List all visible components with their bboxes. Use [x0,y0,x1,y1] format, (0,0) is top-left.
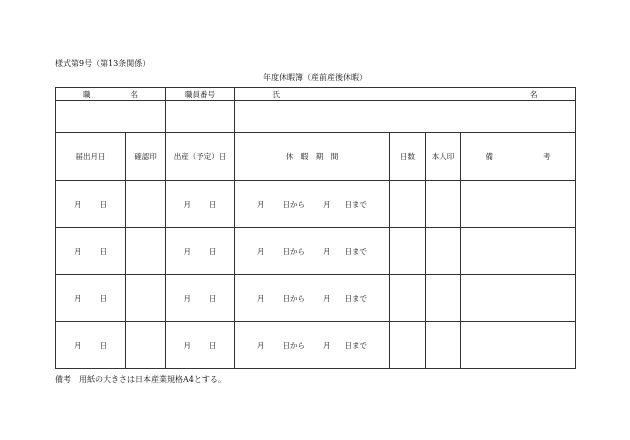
name-field[interactable] [235,101,576,133]
notification-date-cell[interactable]: 月 日 [56,275,126,322]
days-cell[interactable] [390,181,426,228]
notification-date-header: 届出月日 [56,133,126,181]
column-header-row [56,133,576,181]
days-cell[interactable] [390,228,426,275]
personal-seal-cell[interactable] [426,275,461,322]
notification-date-cell[interactable]: 月 日 [56,322,126,369]
confirm-seal-header: 確認印 [126,133,166,181]
birth-date-cell[interactable]: 月 日 [166,228,235,275]
position-header: 職 名 [56,88,166,101]
confirm-seal-cell[interactable] [126,181,166,228]
leave-period-cell[interactable]: 月 日から 月 日まで [235,181,390,228]
footer-note: 備考 用紙の大きさは日本産業規格A4とする。 [55,375,226,384]
birth-date-cell[interactable]: 月 日 [166,181,235,228]
days-cell[interactable] [390,275,426,322]
table-row [56,322,576,369]
birth-date-header: 出産（予定）日 [166,133,235,181]
employee-number-field[interactable] [166,101,235,133]
leave-period-cell[interactable]: 月 日から 月 日まで [235,322,390,369]
table-row [56,275,576,322]
name-header: 氏 名 [235,88,576,101]
birth-date-cell[interactable]: 月 日 [166,275,235,322]
leave-period-header: 休 暇 期 間 [235,133,390,181]
leave-ledger-table [55,87,576,369]
remarks-header: 備 考 [461,133,576,181]
confirm-seal-cell[interactable] [126,322,166,369]
employee-info-row [56,101,576,133]
leave-period-cell[interactable]: 月 日から 月 日まで [235,275,390,322]
birth-date-cell[interactable]: 月 日 [166,322,235,369]
days-header: 日数 [390,133,426,181]
remarks-cell[interactable] [461,181,576,228]
table-row [56,228,576,275]
confirm-seal-cell[interactable] [126,228,166,275]
table-row [56,181,576,228]
notification-date-cell[interactable]: 月 日 [56,181,126,228]
remarks-cell[interactable] [461,322,576,369]
leave-period-cell[interactable]: 月 日から 月 日まで [235,228,390,275]
confirm-seal-cell[interactable] [126,275,166,322]
position-field[interactable] [56,101,166,133]
personal-seal-cell[interactable] [426,322,461,369]
document-title: 年度休暇簿（産前産後休暇） [263,73,367,82]
employee-number-header: 職員番号 [166,88,235,101]
days-cell[interactable] [390,322,426,369]
remarks-cell[interactable] [461,228,576,275]
personal-seal-cell[interactable] [426,181,461,228]
header-row [56,88,576,101]
personal-seal-header: 本人印 [426,133,461,181]
notification-date-cell[interactable]: 月 日 [56,228,126,275]
remarks-cell[interactable] [461,275,576,322]
personal-seal-cell[interactable] [426,228,461,275]
form-number-label: 様式第9号（第13条関係） [55,59,151,68]
